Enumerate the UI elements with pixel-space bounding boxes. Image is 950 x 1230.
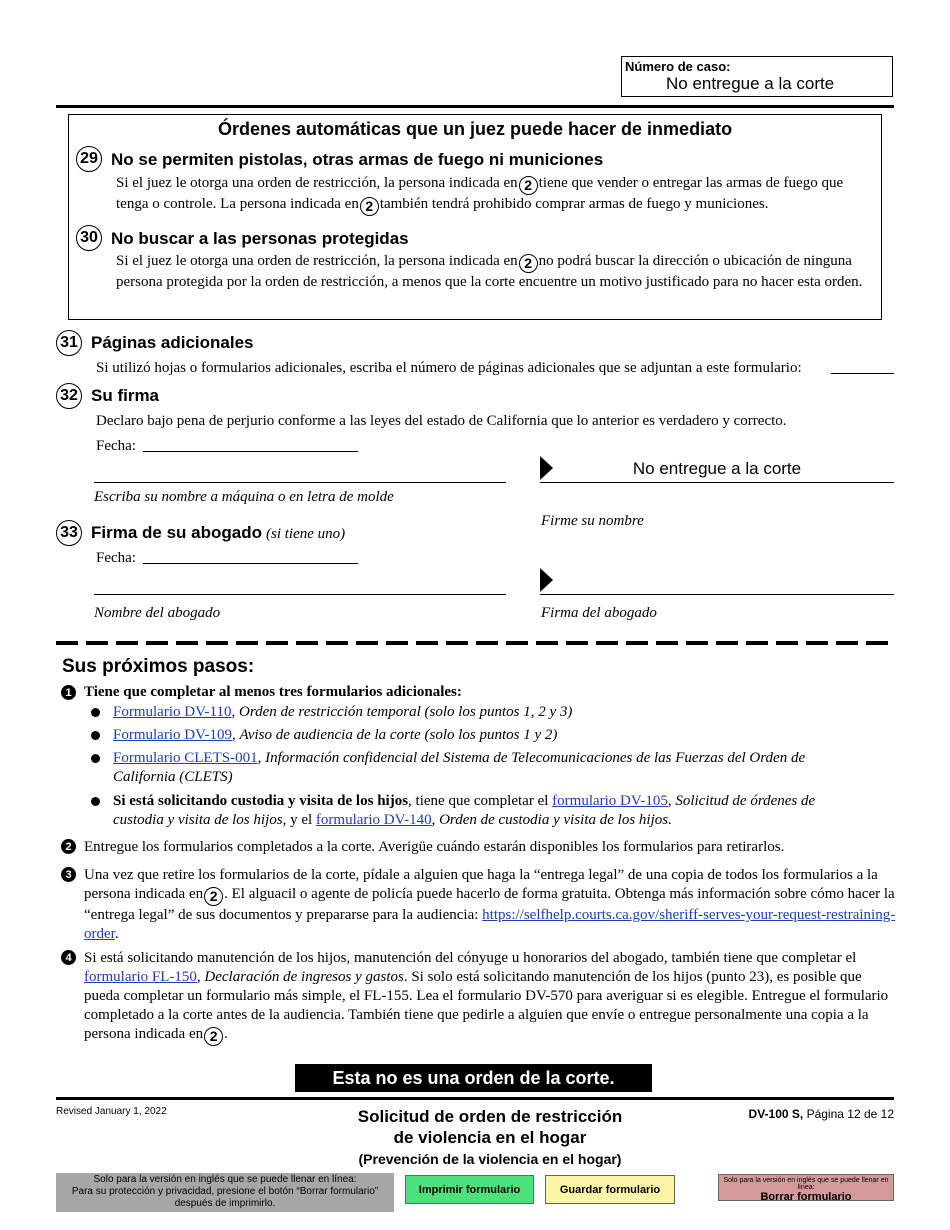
form-title-1: Solicitud de orden de restricción (357, 1107, 623, 1126)
your-name-caption: Escriba su nombre a máquina o en letra de molde (94, 489, 394, 505)
ref-2-circle: 2 (204, 887, 223, 906)
step-1-bullet-3: Formulario CLETS-001, Información confidencial del Sistema de Telecomunicaciones de las Fuerzas del Orden de California (CLETS) (113, 750, 806, 785)
bullet-icon (91, 731, 100, 740)
item-29-title: No se permiten pistolas, otras armas de fuego ni municiones (111, 150, 604, 169)
item-30-number: 30 (76, 225, 102, 251)
bullet-icon (91, 754, 100, 763)
step-2-number: 2 (61, 839, 76, 854)
item-33-date-field[interactable] (143, 563, 358, 564)
item-30-text: Si el juez le otorga una orden de restricción, la persona indicada en 2 no podrá buscar la dirección o ubicación de ninguna persona protegida por la orden de restricción, a menos que la corte encuentre un motivo justificado para no hacer esta orden. (116, 253, 863, 290)
attorney-signature-caption: Firma del abogado (541, 605, 657, 621)
step-1-bullet-2: Formulario DV-109, Aviso de audiencia de la corte (solo los puntos 1 y 2) (113, 727, 558, 743)
dv-140-link[interactable]: formulario DV-140 (315, 812, 432, 828)
step-3-text: Una vez que retire los formularios de la corte, pídale a alguien que haga la “entrega legal” de una copia de todos los formularios a la persona indicada en 2 . El alguacil o agente de policía puede hacerlo de forma gratuita. Obtenga más información sobre cómo hacer la “entrega legal” de sus documentos y prepararse para la audiencia: https://selfhelp.courts.ca.gov/sheriff-serves-your-request-restraining-order. (84, 867, 896, 942)
revised-date: Revised January 1, 2022 (56, 1106, 167, 1117)
ref-2-circle: 2 (204, 1027, 223, 1046)
item-32-title: Su firma (91, 386, 160, 405)
step-1-bullet-1: Formulario DV-110, Orden de restricción temporal (solo los puntos 1, 2 y 3) (113, 704, 573, 720)
step-1-bullet-4: Si está solicitando custodia y visita de los hijos, tiene que completar el formulario DV-105, Solicitud de órdenes de custodia y visita de los hijos, y el formulario DV-140, Orden de custodia y visita de los hijos. (113, 793, 816, 828)
bullet-icon (91, 708, 100, 717)
ref-2-circle: 2 (360, 197, 379, 216)
item-32-number: 32 (56, 383, 82, 409)
attorney-name-caption: Nombre del abogado (94, 605, 221, 621)
dv-110-link[interactable]: Formulario DV-110 (113, 704, 232, 720)
step-4-number: 4 (61, 950, 76, 965)
item-31-text: Si utilizó hojas o formularios adicionales, escriba el número de páginas adicionales que se adjuntan a este formulario: (96, 360, 802, 376)
item-33-number: 33 (56, 520, 82, 546)
sign-arrow-icon (540, 568, 553, 592)
form-title-2: de violencia en el hogar (393, 1128, 587, 1147)
save-form-button[interactable]: Guardar formulario (545, 1175, 675, 1204)
step-2-text: Entregue los formularios completados a la corte. Averigüe cuándo estarán disponibles los formularios para retirarlos. (84, 839, 785, 855)
item-31-number: 31 (56, 330, 82, 356)
item-29-number: 29 (76, 146, 102, 172)
next-steps-heading: Sus próximos pasos: (62, 656, 255, 677)
item-32-text: Declaro bajo pena de perjurio conforme a las leyes del estado de California que lo anterior es verdadero y correcto. (96, 413, 787, 429)
attorney-signature-field[interactable] (540, 594, 894, 595)
dashed-divider (56, 641, 894, 645)
case-number-box (621, 56, 893, 97)
footer-rule (56, 1097, 894, 1100)
attorney-name-field[interactable] (94, 594, 506, 595)
your-signature-caption: Firme su nombre (541, 513, 644, 529)
item-30-title: No buscar a las personas protegidas (111, 229, 409, 248)
item-29-text: Si el juez le otorga una orden de restricción, la persona indicada en 2 tiene que vender o entregar las armas de fuego que tenga o controle. La persona indicada en 2 también tendrá prohibido comprar armas de fuego y municiones. (116, 175, 844, 214)
selfhelp-link[interactable]: https://selfhelp.courts.ca.gov/sheriff-serves-your-request-restraining-order (84, 907, 896, 942)
your-name-field[interactable] (94, 482, 506, 483)
dv-105-link[interactable]: formulario DV-105 (552, 793, 668, 809)
item-33-date-label: Fecha: (96, 550, 136, 566)
dv-109-link[interactable]: Formulario DV-109 (113, 727, 233, 743)
additional-pages-field[interactable] (831, 373, 894, 374)
your-signature-value[interactable]: No entregue a la corte (632, 459, 802, 478)
automatic-orders-title: Órdenes automáticas que un juez puede hacer de inmediato (217, 119, 733, 139)
print-form-button[interactable]: Imprimir formulario (405, 1175, 534, 1204)
ref-2-circle: 2 (519, 176, 538, 195)
case-number-label: Número de caso: (625, 59, 731, 74)
page-number: DV-100 S, Página 12 de 12 (748, 1107, 894, 1121)
item-32-date-field[interactable] (143, 451, 358, 452)
form-subtitle: (Prevención de la violencia en el hogar) (358, 1151, 622, 1167)
fl-150-link[interactable]: formulario FL-150 (84, 969, 197, 985)
bullet-icon (91, 797, 100, 806)
item-31-title: Páginas adicionales (91, 333, 254, 352)
step-1-title: Tiene que completar al menos tres formularios adicionales: (84, 684, 462, 700)
not-court-order-banner: Esta no es una orden de la corte. (295, 1064, 652, 1092)
clear-form-button[interactable]: Solo para la versión en inglés que se puede llenar en línea: Borrar formulario (718, 1174, 894, 1201)
item-33-title: Firma de su abogado (si tiene uno) (91, 523, 346, 542)
top-rule (56, 105, 894, 108)
clets-001-link[interactable]: Formulario CLETS-001 (113, 750, 258, 766)
your-signature-field[interactable] (540, 482, 894, 483)
step-3-number: 3 (61, 867, 76, 882)
item-32-date-label: Fecha: (96, 438, 136, 454)
step-4-text: Si está solicitando manutención de los hijos, manutención del cónyuge u honorarios del abogado, también tiene que completar el formulario FL-150, Declaración de ingresos y gastos. Si solo está solicitando manutención de los hijos (punto 23), es posible que pueda completar un formulario más simple, el FL-155. Lea el formulario DV-570 para averiguar si es elegible. Entregue el formulario completado a la corte antes de la audiencia. También tiene que pedirle a alguien que envíe o entregue personalmente una copia a la persona indicada en 2 . (84, 950, 889, 1044)
case-number-value[interactable]: No entregue a la corte (666, 74, 835, 93)
clear-form-notice: Solo para la versión en inglés que se puede llenar en línea: Para su protección y privacidad, presione el botón “Borrar formulario” después de imprimirlo. (56, 1173, 394, 1212)
step-1-number: 1 (61, 685, 76, 700)
ref-2-circle: 2 (519, 254, 538, 273)
